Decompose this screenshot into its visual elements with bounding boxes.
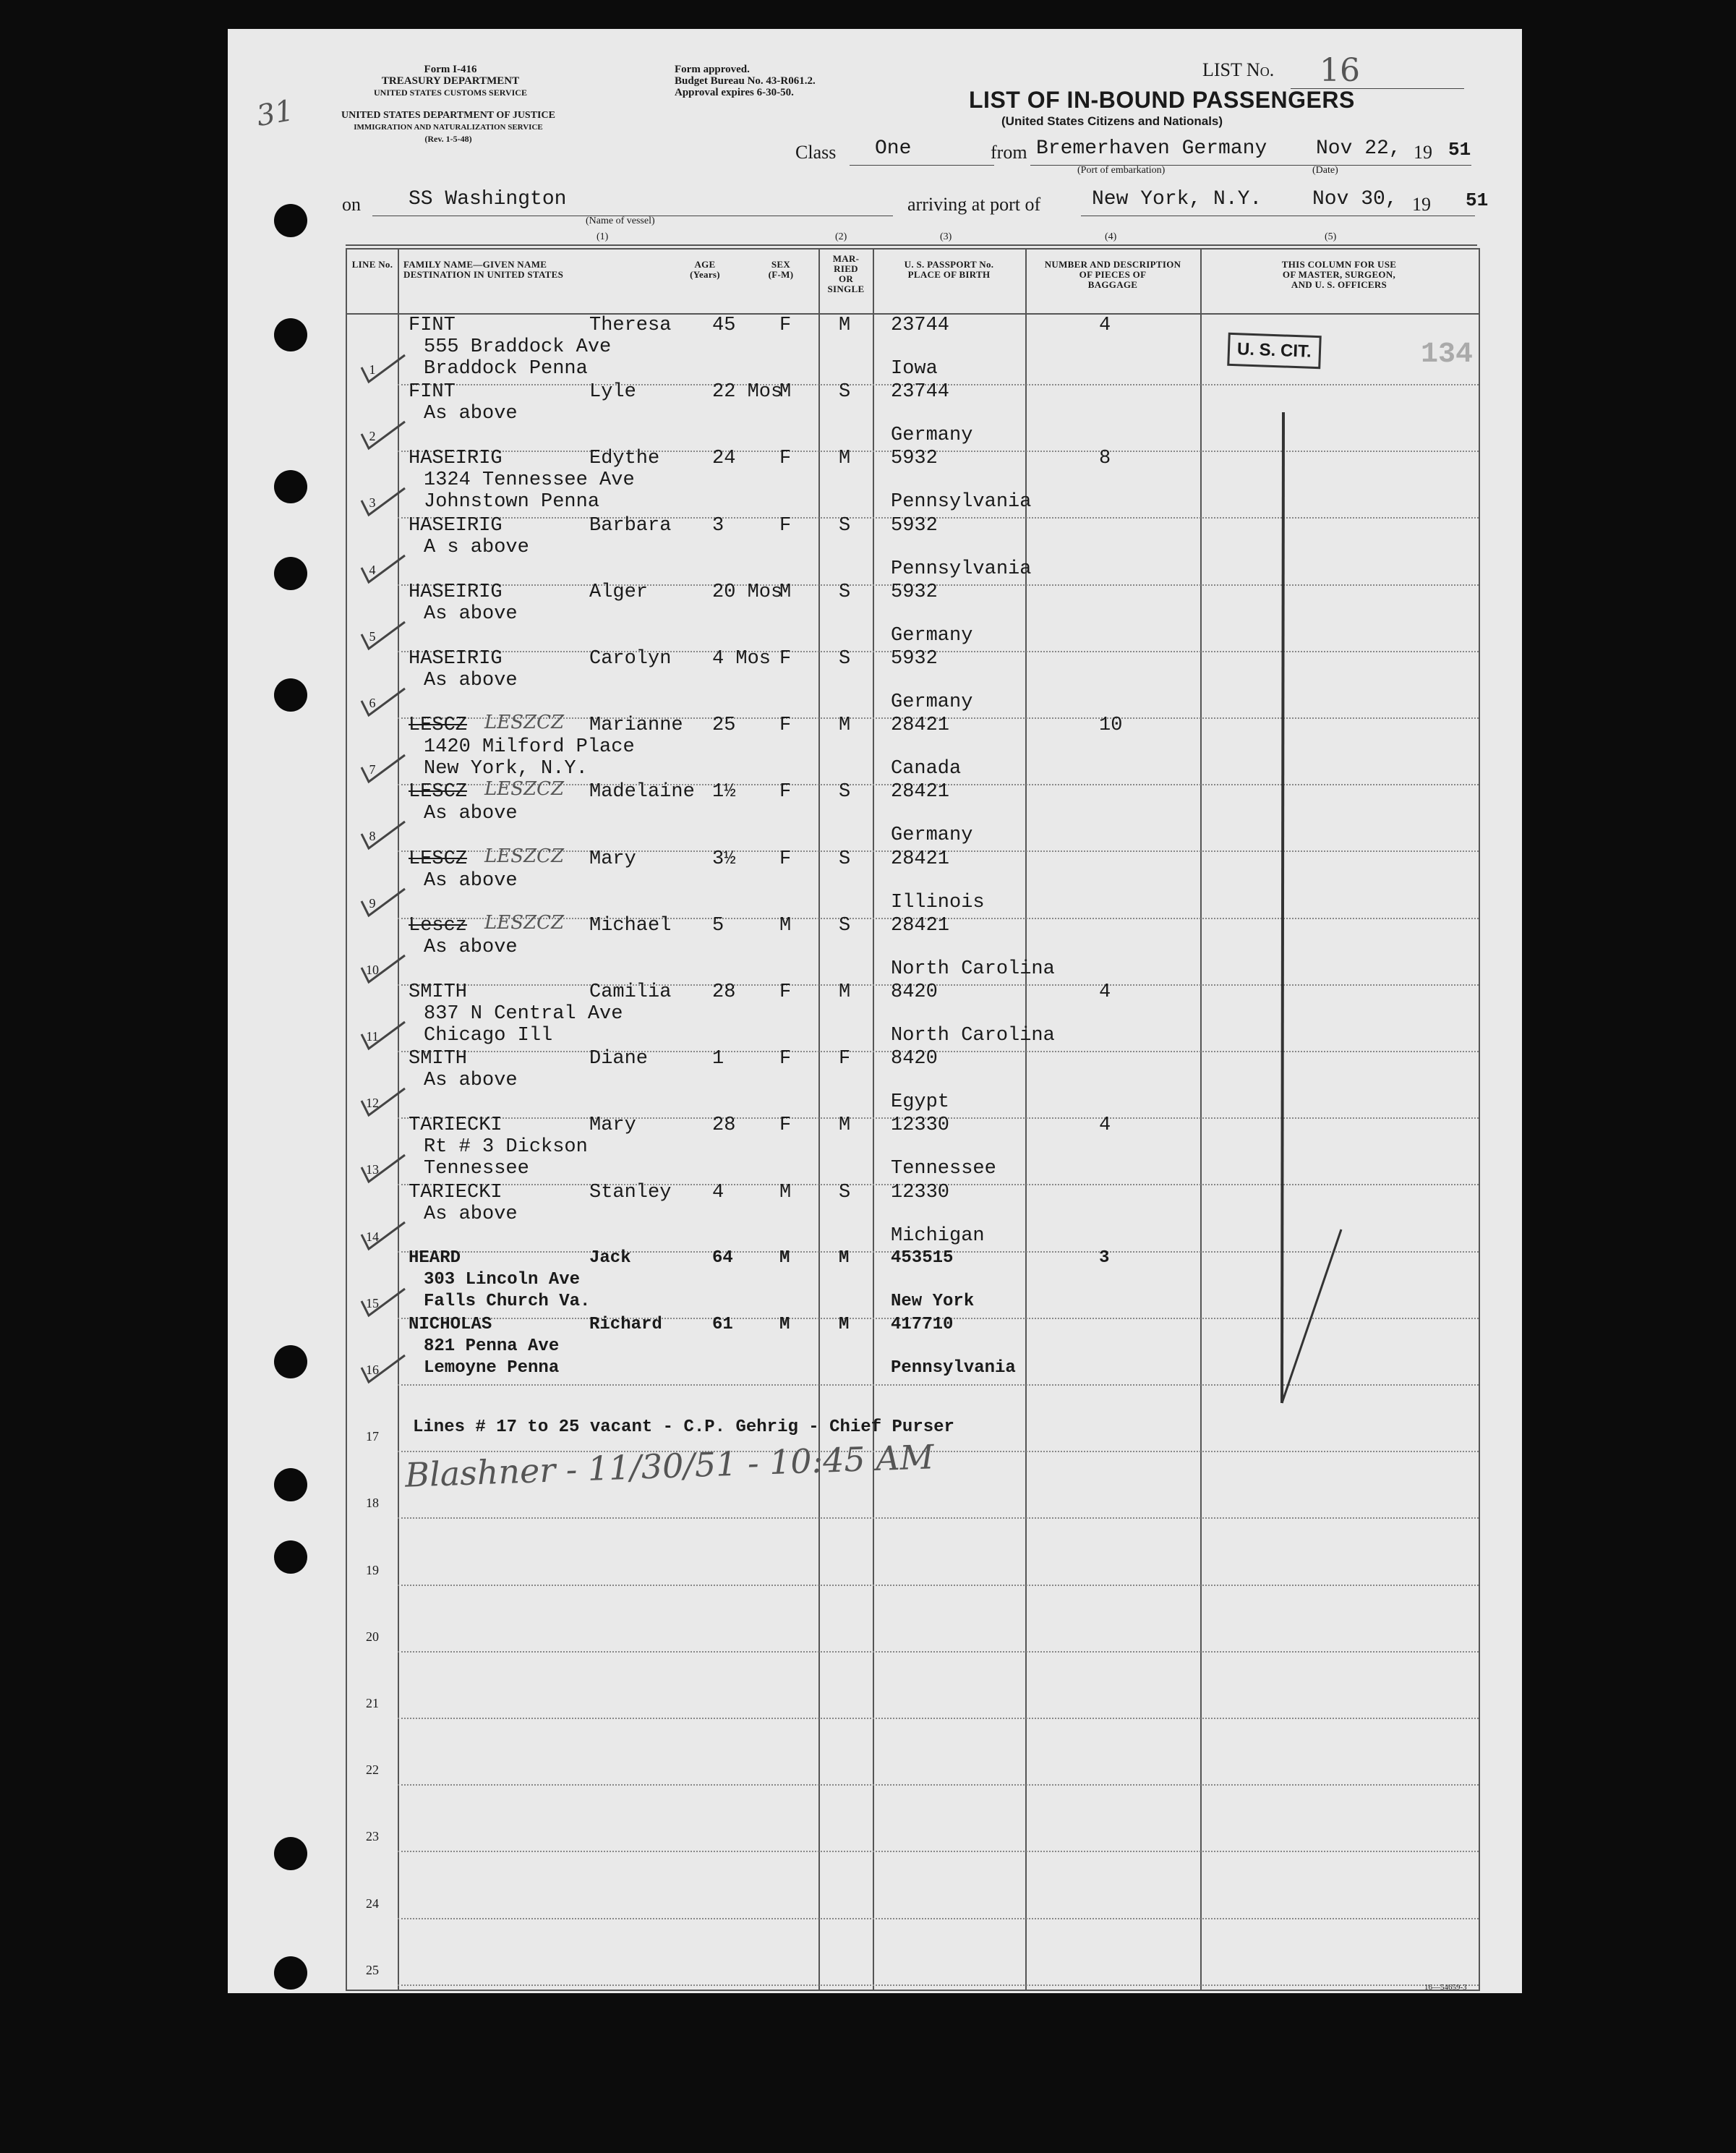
passenger-age: 24	[712, 448, 736, 470]
name-correction: LESZCZ	[484, 712, 565, 734]
passenger-marital-status: S	[839, 781, 851, 803]
passenger-given-name: Mary	[589, 1114, 636, 1137]
check-mark-icon	[354, 1083, 412, 1126]
line-number: 15	[366, 1295, 379, 1310]
passenger-marital-status: F	[839, 1048, 851, 1070]
passenger-birthplace: Pennsylvania	[891, 1358, 1016, 1378]
passenger-given-name: Michael	[589, 914, 672, 937]
passenger-marital-status: M	[839, 981, 851, 1003]
passenger-birthplace: Canada	[891, 758, 962, 780]
passenger-passport: 12330	[891, 1181, 950, 1203]
passenger-family-name: SMITH	[409, 981, 468, 1003]
row-separator	[398, 1984, 1479, 1986]
passenger-sex: M	[779, 381, 792, 404]
passenger-baggage: 3	[1099, 1248, 1110, 1268]
arrival-year: 51	[1466, 189, 1489, 211]
passenger-address: Braddock Penna	[424, 358, 588, 380]
expires-line: Approval expires 6-30-50.	[675, 87, 794, 98]
passenger-birthplace: Pennsylvania	[891, 491, 1032, 513]
passenger-passport: 453515	[891, 1248, 954, 1268]
passenger-family-name: LESCZ	[409, 715, 468, 737]
passenger-address: 837 N Central Ave	[424, 1003, 623, 1025]
name-correction: LESZCZ	[484, 778, 565, 801]
passenger-family-name: NICHOLAS	[409, 1315, 492, 1334]
passenger-given-name: Jack	[589, 1248, 631, 1268]
passenger-passport: 12330	[891, 1114, 950, 1137]
embark-port: Bremerhaven Germany	[1036, 137, 1267, 160]
check-mark-icon	[354, 616, 412, 660]
line-number: 2	[369, 429, 376, 444]
passenger-given-name: Mary	[589, 848, 636, 870]
passenger-sex: M	[779, 914, 792, 937]
passenger-sex: F	[779, 981, 792, 1003]
passenger-address: As above	[424, 1203, 518, 1225]
passenger-family-name: HASEIRIG	[409, 648, 503, 670]
passenger-address: 821 Penna Ave	[424, 1336, 560, 1356]
customs-service: UNITED STATES CUSTOMS SERVICE	[374, 88, 527, 98]
punch-hole	[274, 1345, 307, 1378]
col-number: (1)	[597, 231, 609, 242]
col-header-passport: U. S. PASSPORT No. PLACE OF BIRTH	[904, 259, 994, 280]
passenger-marital-status: S	[839, 648, 851, 670]
line-number: 22	[366, 1762, 379, 1778]
arrival-port: New York, N.Y.	[1092, 188, 1262, 210]
passenger-given-name: Carolyn	[589, 648, 672, 670]
passenger-sex: F	[779, 315, 792, 336]
passenger-passport: 28421	[891, 848, 950, 870]
stamp-number: 134	[1421, 338, 1474, 371]
check-mark-icon	[354, 950, 412, 993]
passenger-marital-status: M	[839, 1114, 851, 1137]
line-number: 11	[366, 1029, 379, 1044]
vacant-lines-note: Lines # 17 to 25 vacant - C.P. Gehrig - Chief Purser	[413, 1417, 954, 1437]
passenger-family-name: LESCZ	[409, 781, 468, 803]
line-number: 10	[366, 962, 379, 977]
arriving-label: arriving at port of	[907, 194, 1041, 215]
passenger-given-name: Madelaine	[589, 781, 695, 803]
class-value: One	[875, 137, 912, 160]
revision: (Rev. 1-5-48)	[424, 134, 472, 144]
line-number: 12	[366, 1096, 379, 1111]
class-underline	[850, 165, 994, 166]
ins-service: IMMIGRATION AND NATURALIZATION SERVICE	[354, 123, 543, 132]
passenger-age: 4	[712, 1181, 724, 1203]
vessel-name: SS Washington	[409, 188, 567, 210]
passenger-family-name: Lescz	[409, 914, 468, 937]
col-header-sex: SEX (F-M)	[768, 259, 794, 280]
check-mark-icon	[354, 1350, 412, 1393]
passenger-sex: M	[779, 1181, 792, 1203]
passenger-address: As above	[424, 602, 518, 625]
col-header-baggage: NUMBER AND DESCRIPTION OF PIECES OF BAGGAGE	[1044, 259, 1181, 290]
passenger-address: Falls Church Va.	[424, 1291, 591, 1311]
punch-hole	[274, 204, 307, 237]
col-number: (3)	[940, 231, 952, 242]
col-header-name: FAMILY NAME—GIVEN NAME DESTINATION IN UNITED STATES	[403, 259, 564, 280]
line-number: 17	[366, 1429, 379, 1444]
passenger-sex: F	[779, 648, 792, 670]
passenger-birthplace: Illinois	[891, 891, 985, 913]
passenger-address: As above	[424, 670, 518, 691]
punch-hole	[274, 1468, 307, 1501]
passenger-marital-status: M	[839, 1248, 850, 1268]
passenger-given-name: Lyle	[589, 381, 636, 404]
passenger-family-name: TARIECKI	[409, 1114, 503, 1137]
passenger-marital-status: M	[839, 315, 851, 336]
line-number: 5	[369, 628, 376, 644]
passenger-birthplace: Tennessee	[891, 1158, 996, 1180]
passenger-birthplace: Pennsylvania	[891, 558, 1032, 580]
check-mark-icon	[354, 1216, 412, 1260]
passenger-marital-status: M	[839, 448, 851, 470]
from-label: from	[991, 142, 1027, 163]
col-divider	[873, 250, 874, 1990]
check-mark-icon	[354, 482, 412, 526]
embark-year-prefix: 19	[1414, 142, 1432, 163]
passenger-marital-status: M	[839, 1315, 850, 1334]
inspector-signature: Blashner - 11/30/51 - 10:45 AM	[404, 1437, 935, 1495]
col-divider	[818, 250, 820, 1990]
arrival-date: Nov 30,	[1312, 188, 1398, 210]
passenger-age: 45	[712, 315, 736, 336]
passenger-age: 5	[712, 914, 724, 937]
check-mark-icon	[354, 416, 412, 459]
line-number: 9	[369, 895, 376, 911]
justice-block	[340, 110, 557, 145]
passenger-marital-status: S	[839, 914, 851, 937]
row-separator	[398, 1851, 1479, 1852]
passenger-family-name: FINT	[409, 381, 456, 404]
passenger-age: 20 Mos	[712, 581, 783, 603]
passenger-address: Lemoyne Penna	[424, 1358, 560, 1378]
passenger-marital-status: S	[839, 381, 851, 404]
check-mark-icon	[354, 816, 412, 859]
passenger-address: As above	[424, 803, 518, 825]
passenger-passport: 28421	[891, 781, 950, 803]
form-approved-block	[675, 64, 816, 98]
passenger-family-name: HASEIRIG	[409, 581, 503, 603]
passenger-address: As above	[424, 403, 518, 425]
passenger-birthplace: Germany	[891, 824, 973, 847]
passenger-marital-status: S	[839, 581, 851, 603]
passenger-address: As above	[424, 936, 518, 958]
col-number: (2)	[835, 231, 847, 242]
arrival-year-prefix: 19	[1412, 194, 1431, 215]
form-number: Form I-416	[424, 64, 477, 75]
check-mark-icon	[354, 349, 412, 393]
line-number: 13	[366, 1162, 379, 1177]
passenger-passport: 8420	[891, 1048, 938, 1070]
passenger-given-name: Camilia	[589, 981, 672, 1003]
passenger-passport: 5932	[891, 648, 938, 670]
line-number: 24	[366, 1896, 379, 1911]
passenger-given-name: Diane	[589, 1048, 649, 1070]
passenger-age: 1½	[712, 781, 736, 803]
col-number: (4)	[1105, 231, 1117, 242]
passenger-age: 28	[712, 981, 736, 1003]
passenger-given-name: Theresa	[589, 315, 672, 336]
check-mark-icon	[354, 1149, 412, 1193]
passenger-address: Johnstown Penna	[424, 491, 600, 513]
passenger-sex: F	[779, 1114, 792, 1137]
row-separator	[398, 1585, 1479, 1586]
row-separator	[398, 1517, 1479, 1519]
passenger-given-name: Marianne	[589, 715, 683, 737]
passenger-sex: F	[779, 514, 792, 537]
approved-line: Form approved.	[675, 64, 750, 75]
row-separator	[398, 1784, 1479, 1786]
line-number: 20	[366, 1629, 379, 1644]
passenger-family-name: FINT	[409, 315, 456, 336]
line-number: 23	[366, 1829, 379, 1844]
passenger-age: 28	[712, 1114, 736, 1137]
line-number: 1	[369, 362, 376, 377]
justice-dept: UNITED STATES DEPARTMENT OF JUSTICE	[341, 110, 555, 121]
passenger-family-name: HEARD	[409, 1248, 461, 1268]
passenger-address: As above	[424, 1070, 518, 1092]
passenger-age: 25	[712, 715, 736, 737]
margin-mark: 31	[254, 93, 296, 134]
passenger-birthplace: Germany	[891, 624, 973, 647]
line-number: 4	[369, 562, 376, 577]
passenger-marital-status: M	[839, 715, 851, 737]
port-embark-caption: (Port of embarkation)	[1077, 165, 1166, 176]
row-separator	[398, 1918, 1479, 1919]
passenger-passport: 417710	[891, 1315, 954, 1334]
passenger-age: 3½	[712, 848, 736, 870]
punch-hole	[274, 678, 307, 712]
passenger-birthplace: Germany	[891, 691, 973, 713]
line-number: 19	[366, 1562, 379, 1577]
line-number: 18	[366, 1496, 379, 1511]
passenger-passport: 5932	[891, 448, 938, 470]
passenger-address: A s above	[424, 536, 529, 558]
col-header-line: LINE No.	[351, 259, 393, 270]
passenger-family-name: TARIECKI	[409, 1181, 503, 1203]
passenger-passport: 5932	[891, 514, 938, 537]
line-number: 21	[366, 1696, 379, 1710]
passenger-address: 303 Lincoln Ave	[424, 1269, 581, 1289]
passenger-marital-status: S	[839, 514, 851, 537]
punch-hole	[274, 1956, 307, 1990]
passenger-address: 1324 Tennessee Ave	[424, 469, 635, 492]
on-label: on	[342, 194, 361, 215]
passenger-passport: 28421	[891, 914, 950, 937]
line-number: 14	[366, 1229, 379, 1244]
row-separator	[398, 1651, 1479, 1653]
vessel-caption: (Name of vessel)	[586, 216, 655, 226]
passenger-address: New York, N.Y.	[424, 758, 588, 780]
list-no-label: LIST No.	[1202, 59, 1275, 80]
name-correction: LESZCZ	[484, 845, 565, 867]
officer-check-mark	[1254, 376, 1529, 1432]
passenger-birthplace: New York	[891, 1291, 975, 1311]
budget-line: Budget Bureau No. 43-R061.2.	[675, 75, 816, 87]
passenger-marital-status: S	[839, 848, 851, 870]
passenger-passport: 28421	[891, 715, 950, 737]
name-correction: LESZCZ	[484, 911, 565, 934]
passenger-family-name: HASEIRIG	[409, 448, 503, 470]
passenger-address: 555 Braddock Ave	[424, 336, 612, 358]
passenger-baggage: 4	[1099, 315, 1111, 336]
line-number: 16	[366, 1363, 379, 1377]
passenger-baggage: 10	[1099, 715, 1123, 737]
passenger-given-name: Richard	[589, 1315, 662, 1334]
us-citizen-stamp: U. S. CIT.	[1227, 333, 1321, 369]
passenger-sex: M	[779, 581, 792, 603]
passenger-age: 4 Mos	[712, 648, 771, 670]
embark-year: 51	[1448, 139, 1471, 161]
passenger-address: Chicago Ill	[424, 1025, 553, 1046]
passenger-baggage: 4	[1099, 981, 1111, 1003]
class-label: Class	[795, 142, 837, 163]
passenger-family-name: SMITH	[409, 1048, 468, 1070]
line-number: 6	[369, 696, 376, 710]
check-mark-icon	[354, 1283, 412, 1326]
punch-hole	[274, 1540, 307, 1574]
list-no-value: 16	[1320, 52, 1360, 89]
check-mark-icon	[354, 883, 412, 926]
passenger-passport: 5932	[891, 581, 938, 603]
passenger-birthplace: Egypt	[891, 1091, 950, 1114]
passenger-marital-status: S	[839, 1181, 851, 1203]
passenger-birthplace: North Carolina	[891, 1025, 1055, 1046]
passenger-sex: F	[779, 781, 792, 803]
page-title: LIST OF IN-BOUND PASSENGERS	[969, 87, 1355, 113]
passenger-sex: F	[779, 848, 792, 870]
punch-hole	[274, 318, 307, 351]
col-divider	[1200, 250, 1202, 1990]
passenger-age: 3	[712, 514, 724, 537]
embark-date: Nov 22,	[1316, 137, 1401, 160]
check-mark-icon	[354, 683, 412, 726]
col-number: (5)	[1325, 231, 1337, 242]
passenger-birthplace: Michigan	[891, 1224, 985, 1247]
passenger-address: As above	[424, 869, 518, 892]
passenger-passport: 23744	[891, 381, 950, 404]
punch-hole	[274, 557, 307, 590]
col-header-officers: THIS COLUMN FOR USE OF MASTER, SURGEON, AND U. S. OFFICERS	[1281, 259, 1397, 290]
passenger-birthplace: Germany	[891, 425, 973, 447]
passenger-address: Tennessee	[424, 1158, 529, 1180]
passenger-given-name: Alger	[589, 581, 649, 603]
passenger-age: 22 Mos	[712, 381, 783, 404]
passenger-family-name: LESCZ	[409, 848, 468, 870]
passenger-age: 61	[712, 1315, 733, 1334]
passenger-family-name: HASEIRIG	[409, 514, 503, 537]
passenger-birthplace: Iowa	[891, 358, 938, 380]
passenger-given-name: Barbara	[589, 514, 672, 537]
form-id-block	[342, 64, 559, 98]
check-mark-icon	[354, 749, 412, 793]
page-subtitle: (United States Citizens and Nationals)	[1001, 114, 1223, 128]
col-header-married: MAR- RIED OR SINGLE	[827, 253, 865, 294]
passenger-address: Rt # 3 Dickson	[424, 1136, 588, 1159]
check-mark-icon	[354, 1016, 412, 1060]
col-header-age: AGE (Years)	[690, 259, 720, 280]
treasury-dept: TREASURY DEPARTMENT	[381, 75, 520, 87]
passenger-address: 1420 Milford Place	[424, 736, 635, 759]
line-number: 3	[369, 495, 376, 511]
passenger-sex: F	[779, 715, 792, 737]
date-caption: (Date)	[1312, 165, 1338, 176]
passenger-sex: F	[779, 448, 792, 470]
check-mark-icon	[354, 550, 412, 593]
passenger-passport: 23744	[891, 315, 950, 336]
passenger-given-name: Edythe	[589, 448, 660, 470]
passenger-baggage: 8	[1099, 448, 1111, 470]
punch-hole	[274, 1837, 307, 1870]
row-separator	[398, 1718, 1479, 1719]
passenger-sex: M	[779, 1315, 790, 1334]
line-number: 7	[369, 762, 376, 777]
line-number: 8	[369, 829, 376, 844]
line-number: 25	[366, 1962, 379, 1977]
passenger-passport: 8420	[891, 981, 938, 1003]
passenger-age: 1	[712, 1048, 724, 1070]
passenger-sex: M	[779, 1248, 790, 1268]
header-rule	[346, 244, 1477, 246]
passenger-age: 64	[712, 1248, 733, 1268]
passenger-sex: F	[779, 1048, 792, 1070]
punch-hole	[274, 470, 307, 503]
passenger-baggage: 4	[1099, 1114, 1111, 1137]
passenger-birthplace: North Carolina	[891, 958, 1055, 980]
print-code: 16—54659-3	[1424, 1983, 1467, 1992]
document-sheet	[228, 29, 1522, 1993]
passenger-given-name: Stanley	[589, 1181, 672, 1203]
